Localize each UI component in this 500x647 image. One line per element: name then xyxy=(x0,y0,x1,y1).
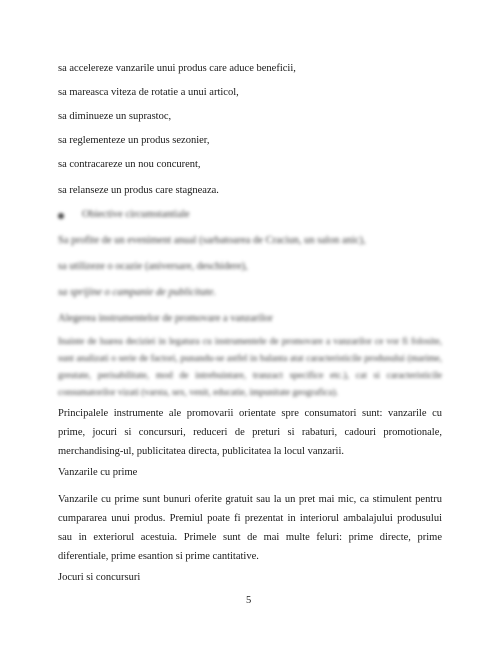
section-heading: Vanzarile cu prime xyxy=(58,467,138,478)
blurred-list-item: Sa profite de un eveniment anual (sarbatoarea de Craciun, un salon anic), xyxy=(58,235,366,246)
list-item: sa diminueze un suprastoc, xyxy=(58,111,172,122)
bullet-icon xyxy=(58,213,64,219)
list-item: sa accelereze vanzarile unui produs care aduce beneficii, xyxy=(58,63,296,74)
list-item: sa relanseze un produs care stagneaza. xyxy=(58,185,219,196)
body-paragraph: Vanzarile cu prime sunt bunuri oferite gratuit sau la un pret mai mic, ca stimulent pentru cumpararea unui produs. Premiul poate fi prezentat in interiorul ambalajului produsului sau in exteriorul acestuia. Primele sunt de mai multe feluri: prime directe, prime diferentiale, prime esantion si prime cantitative. xyxy=(58,494,442,562)
blurred-heading: Obiective circumstantiale xyxy=(82,209,190,220)
body-paragraph: Principalele instrumente ale promovarii orientate spre consumatori sunt: vanzarile cu prime, jocuri si concursuri, reduceri de preturi si rabaturi, cadouri promotionale, merchandising-ul, publicitatea directa, publicitatea la locul vanzarii. xyxy=(58,408,442,457)
section-heading: Jocuri si concursuri xyxy=(58,572,141,583)
blurred-section-title: Alegerea instrumentelor de promovare a vanzarilor xyxy=(58,313,273,324)
page-number: 5 xyxy=(246,595,252,606)
blurred-paragraph: Inainte de luarea deciziei in legatura cu instrumentele de promovare a vanzarilor ce vor fi folosite, sunt analizati o serie de factori, punandu-se astfel in balanta atat caracteristicile produsului (marime, greutate, perisabilitate, mod de intrebuintare, tranzact specifice etc.), cat si caracteristicile consumatorilor vizati (varsta, sex, venit, educatie, impunitate geografica). xyxy=(58,337,442,398)
list-item: sa reglementeze un produs sezonier, xyxy=(58,135,210,146)
blurred-list-item: sa sprijine o campanie de publicitate. xyxy=(58,287,217,298)
list-item: sa contracareze un nou concurent, xyxy=(58,159,201,170)
list-item: sa mareasca viteza de rotatie a unui articol, xyxy=(58,87,239,98)
blurred-list-item: sa utilizeze o ocazie (aniversare, deschidere), xyxy=(58,261,248,272)
